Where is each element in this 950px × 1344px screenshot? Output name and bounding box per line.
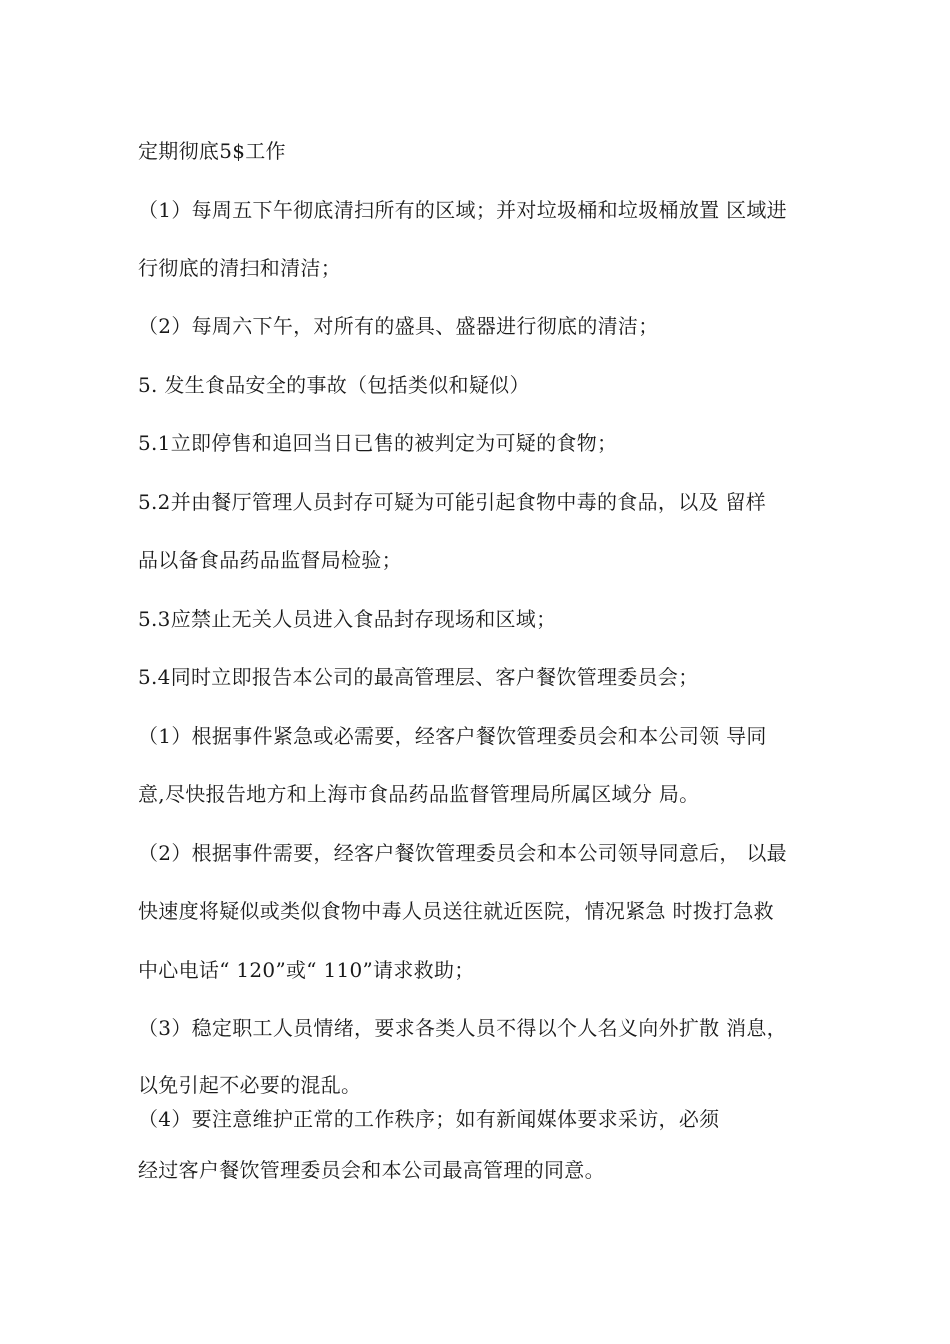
text-line-14: 快速度将疑似或类似食物中毒人员送往就近医院，情况紧急 时拨打急救	[138, 899, 774, 923]
text-line-19: 经过客户餐饮管理委员会和本公司最高管理的同意。	[138, 1158, 605, 1182]
text-line-8: 品以备食品药品监督局检验；	[138, 548, 402, 572]
text-line-9: 5.3应禁止无关人员进入食品封存现场和区域；	[138, 607, 557, 631]
text-line-5: 5. 发生食品安全的事故（包括类似和疑似）	[138, 373, 530, 397]
text-line-6: 5.1立即停售和追回当日已售的被判定为可疑的食物；	[138, 431, 618, 455]
text-line-1: 定期彻底5$工作	[138, 139, 286, 163]
text-line-11: （1）根据事件紧急或必需要，经客户餐饮管理委员会和本公司领 导同	[138, 724, 767, 748]
text-line-15: 中心电话“ 120”或“ 110”请求救助；	[138, 958, 475, 982]
text-line-16: （3）稳定职工人员情绪，要求各类人员不得以个人名义向外扩散 消息，	[138, 1016, 787, 1040]
text-line-12: 意,尽快报告地方和上海市食品药品监督管理局所属区域分 局。	[138, 782, 700, 806]
text-line-4: （2）每周六下午，对所有的盛具、盛器进行彻底的清洁；	[138, 314, 659, 338]
text-line-7: 5.2并由餐厅管理人员封存可疑为可能引起食物中毒的食品，以及 留样	[138, 490, 767, 514]
text-line-10: 5.4同时立即报告本公司的最高管理层、客户餐饮管理委员会；	[138, 665, 699, 689]
text-line-17: 以免引起不必要的混乱。	[138, 1073, 362, 1097]
text-line-3: 行彻底的清扫和清洁；	[138, 256, 341, 280]
text-line-18: （4）要注意维护正常的工作秩序；如有新闻媒体要求采访，必须	[138, 1107, 720, 1131]
text-line-2: （1）每周五下午彻底清扫所有的区域；并对垃圾桶和垃圾桶放置 区域进	[138, 198, 787, 222]
text-line-13: （2）根据事件需要，经客户餐饮管理委员会和本公司领导同意后， 以最	[138, 841, 787, 865]
